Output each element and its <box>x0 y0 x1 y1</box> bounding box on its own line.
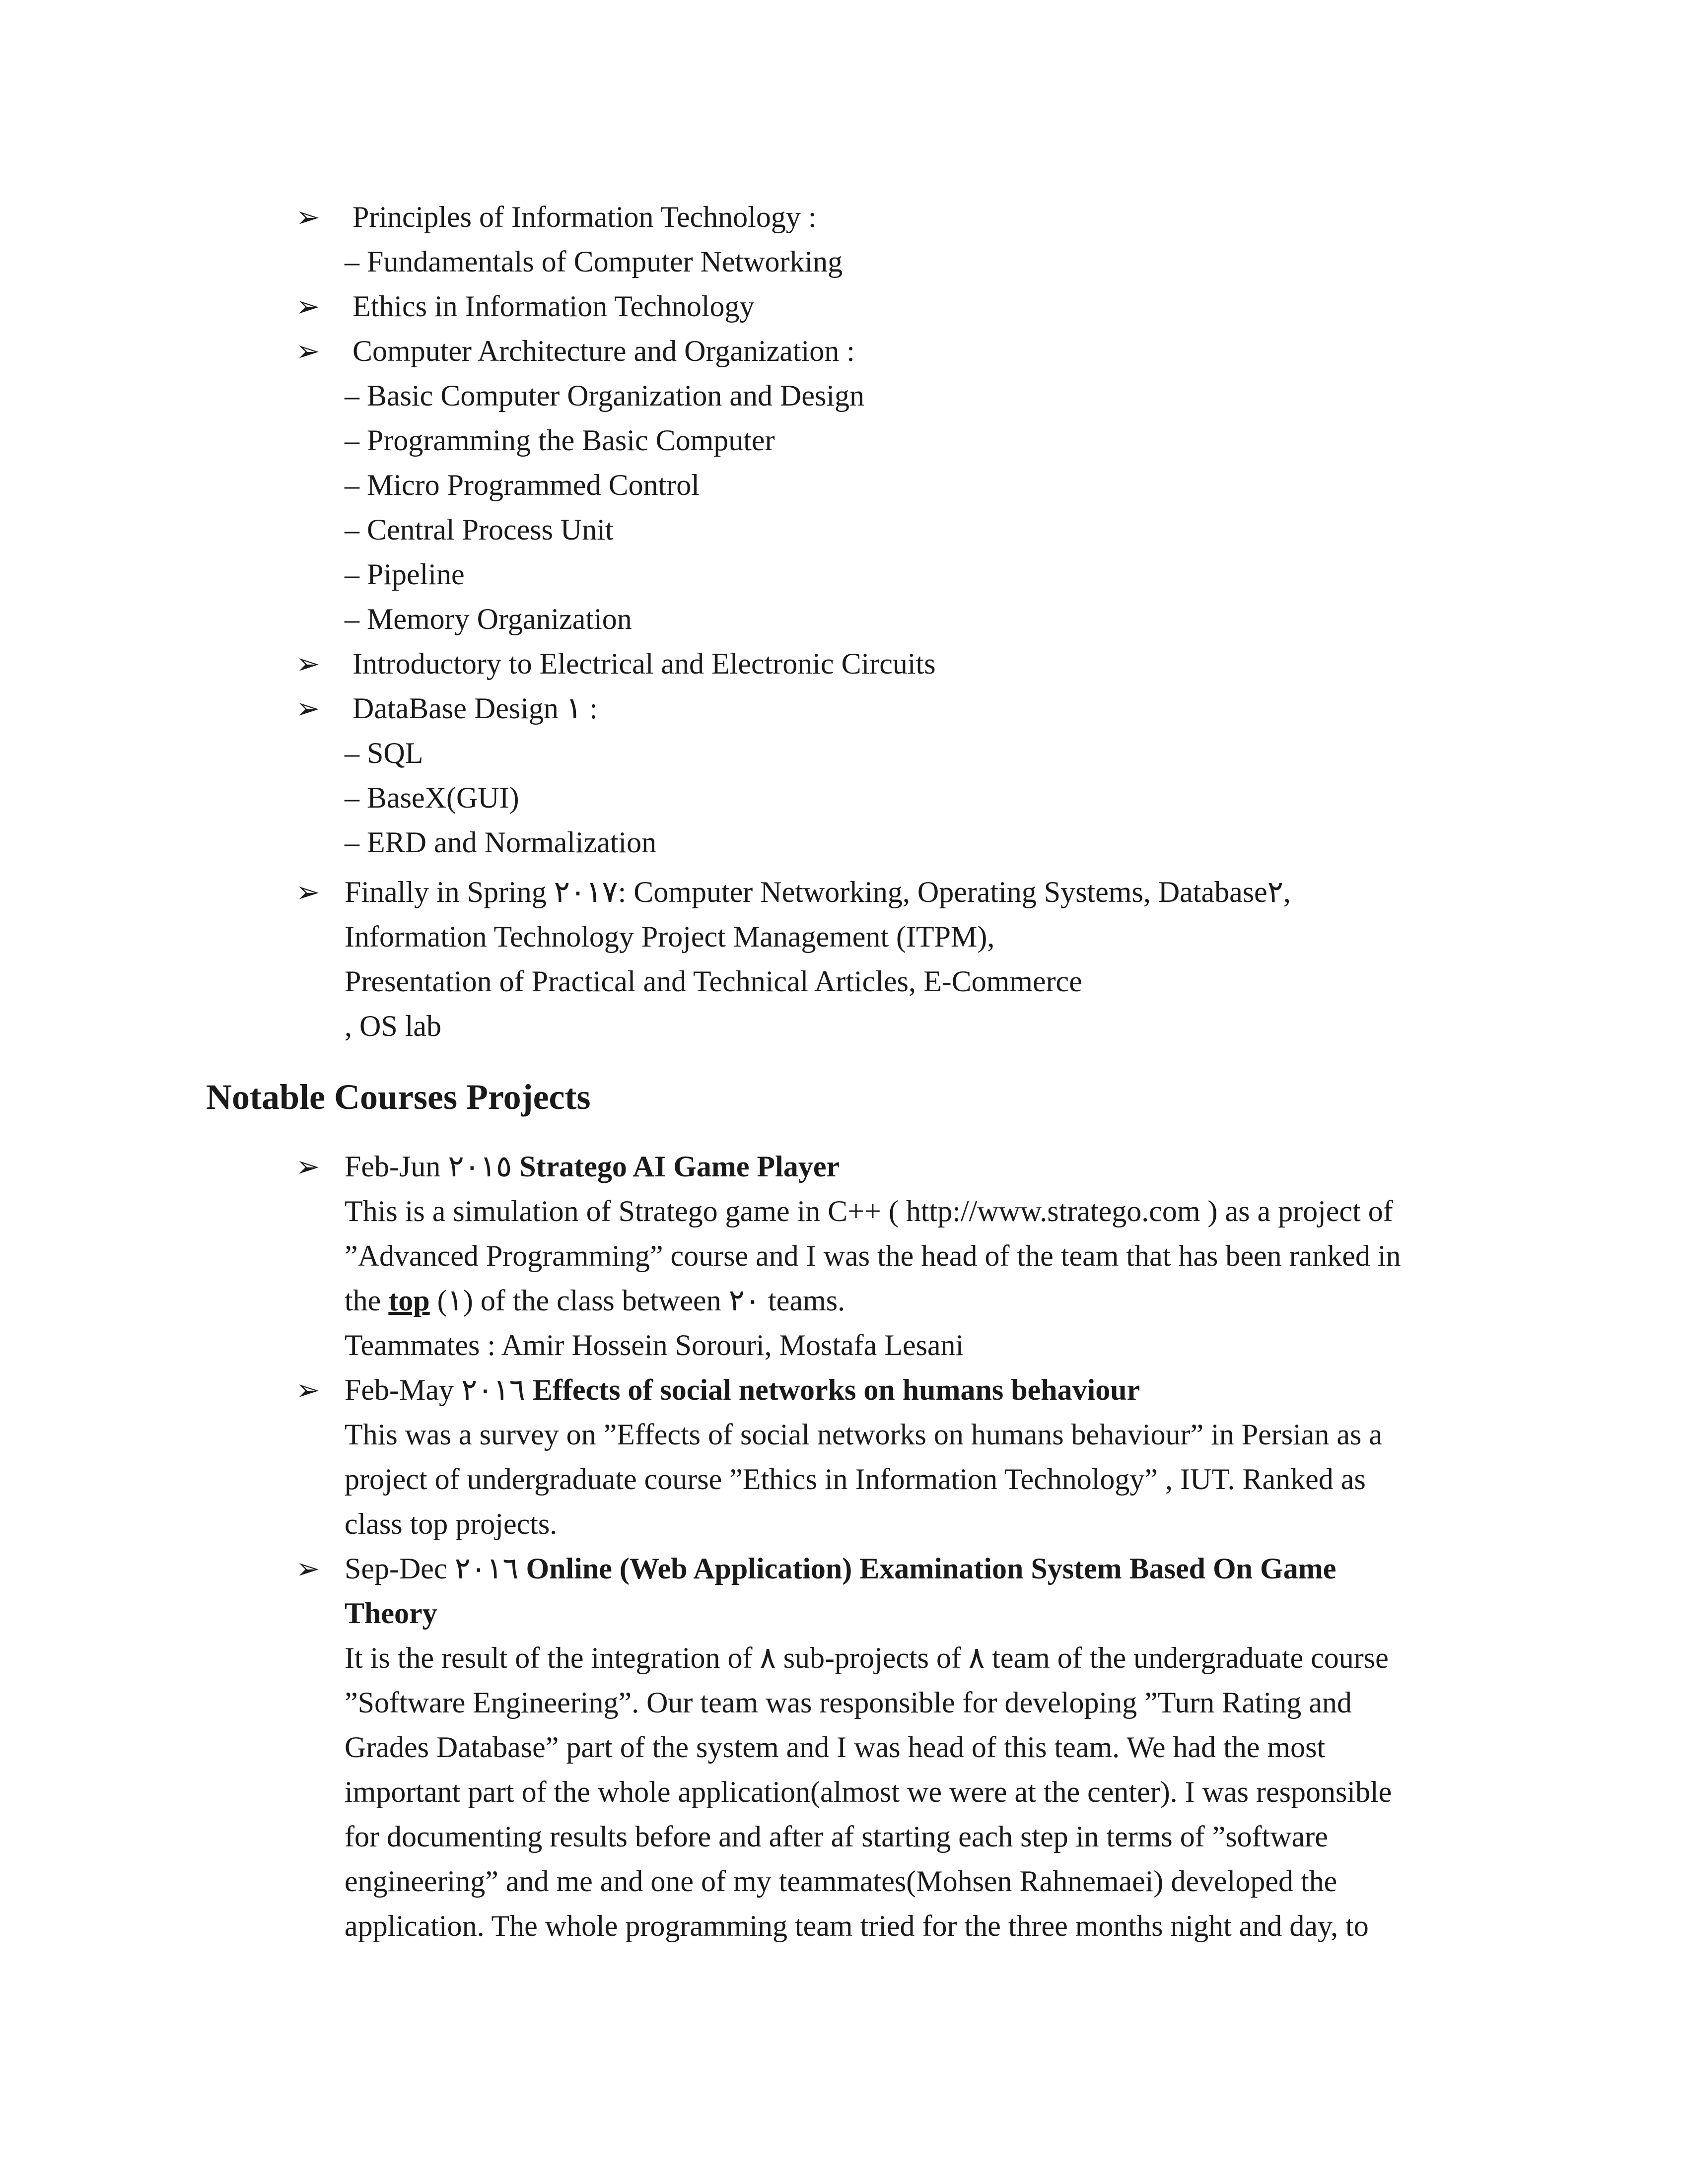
course-subtopic: – Pipeline <box>345 558 465 591</box>
project-title-continued: Theory <box>345 1597 437 1630</box>
project-text-line: important part of the whole application(almost we were at the center). I was responsible <box>345 1775 1392 1808</box>
project-date: Sep-Dec ٢٠١٦ <box>345 1552 519 1585</box>
arrow-bullet-icon: ➢ <box>296 1150 320 1183</box>
project-title: Effects of social networks on humans behaviour <box>532 1373 1140 1406</box>
project-text-line: for documenting results before and after af starting each step in terms of ”software <box>345 1820 1328 1853</box>
text-fragment: (١) of the class between ٢٠ teams. <box>437 1284 845 1317</box>
course-subtopic: – Programming the Basic Computer <box>345 424 775 457</box>
project-text-line: It is the result of the integration of ٨ sub-projects of ٨ team of the undergraduate course <box>345 1641 1389 1674</box>
project-header <box>345 1144 840 1189</box>
arrow-bullet-icon: ➢ <box>296 334 320 368</box>
project-header <box>345 1367 1140 1412</box>
course-subtopic: – Micro Programmed Control <box>345 469 700 501</box>
top-emphasis: top <box>388 1284 430 1317</box>
project-title: Online (Web Application) Examination System Based On Game <box>526 1552 1336 1585</box>
course-subtopic: – Central Process Unit <box>345 513 614 546</box>
project-title: Stratego AI Game Player <box>519 1150 840 1183</box>
project-text-line: This was a survey on ”Effects of social networks on humans behaviour” in Persian as a <box>345 1418 1383 1451</box>
course-title: DataBase Design ١ : <box>352 692 598 725</box>
project-text-line <box>345 1278 845 1323</box>
course-subtopic: – Memory Organization <box>345 603 632 635</box>
course-title: Ethics in Information Technology <box>352 290 755 323</box>
project-text-line: class top projects. <box>345 1507 558 1540</box>
finally-line: Presentation of Practical and Technical Articles, E-Commerce <box>345 965 1082 998</box>
project-header <box>345 1546 1336 1591</box>
course-subtopic: – ERD and Normalization <box>345 826 657 859</box>
project-text-line: application. The whole programming team tried for the three months night and day, to <box>345 1910 1369 1942</box>
course-subtopic: – Fundamentals of Computer Networking <box>345 245 843 278</box>
arrow-bullet-icon: ➢ <box>296 1373 320 1407</box>
project-text-line: ”Software Engineering”. Our team was responsible for developing ”Turn Rating and <box>345 1686 1352 1719</box>
project-teammates: Teammates : Amir Hossein Sorouri, Mostafa Lesani <box>345 1329 964 1362</box>
finally-line: Finally in Spring ٢٠١٧: Computer Networking, Operating Systems, Database٢, <box>345 876 1291 908</box>
course-subtopic: – SQL <box>345 737 423 769</box>
project-date: Feb-Jun ٢٠١٥ <box>345 1150 512 1183</box>
course-title: Introductory to Electrical and Electronic Circuits <box>352 647 936 680</box>
arrow-bullet-icon: ➢ <box>296 1552 320 1585</box>
text-fragment: the <box>345 1284 381 1317</box>
course-title: Computer Architecture and Organization : <box>352 335 855 367</box>
project-text-line: This is a simulation of Stratego game in C++ ( http://www.stratego.com ) as a project of <box>345 1195 1393 1228</box>
arrow-bullet-icon: ➢ <box>296 289 320 323</box>
section-heading: Notable Courses Projects <box>206 1077 591 1117</box>
course-subtopic: – Basic Computer Organization and Design <box>345 379 865 412</box>
finally-line: Information Technology Project Management (ITPM), <box>345 920 995 953</box>
arrow-bullet-icon: ➢ <box>296 875 320 909</box>
project-date: Feb-May ٢٠١٦ <box>345 1373 525 1406</box>
finally-line: , OS lab <box>345 1010 441 1042</box>
course-title: Principles of Information Technology : <box>352 201 817 233</box>
project-text-line: ”Advanced Programming” course and I was the head of the team that has been ranked in <box>345 1239 1401 1272</box>
arrow-bullet-icon: ➢ <box>296 647 320 681</box>
project-text-line: Grades Database” part of the system and I was head of this team. We had the most <box>345 1731 1326 1764</box>
project-text-line: project of undergraduate course ”Ethics in Information Technology” , IUT. Ranked as <box>345 1463 1366 1496</box>
project-text-line: engineering” and me and one of my teammates(Mohsen Rahnemaei) developed the <box>345 1865 1337 1898</box>
arrow-bullet-icon: ➢ <box>296 200 320 234</box>
course-subtopic: – BaseX(GUI) <box>345 781 519 814</box>
arrow-bullet-icon: ➢ <box>296 691 320 725</box>
